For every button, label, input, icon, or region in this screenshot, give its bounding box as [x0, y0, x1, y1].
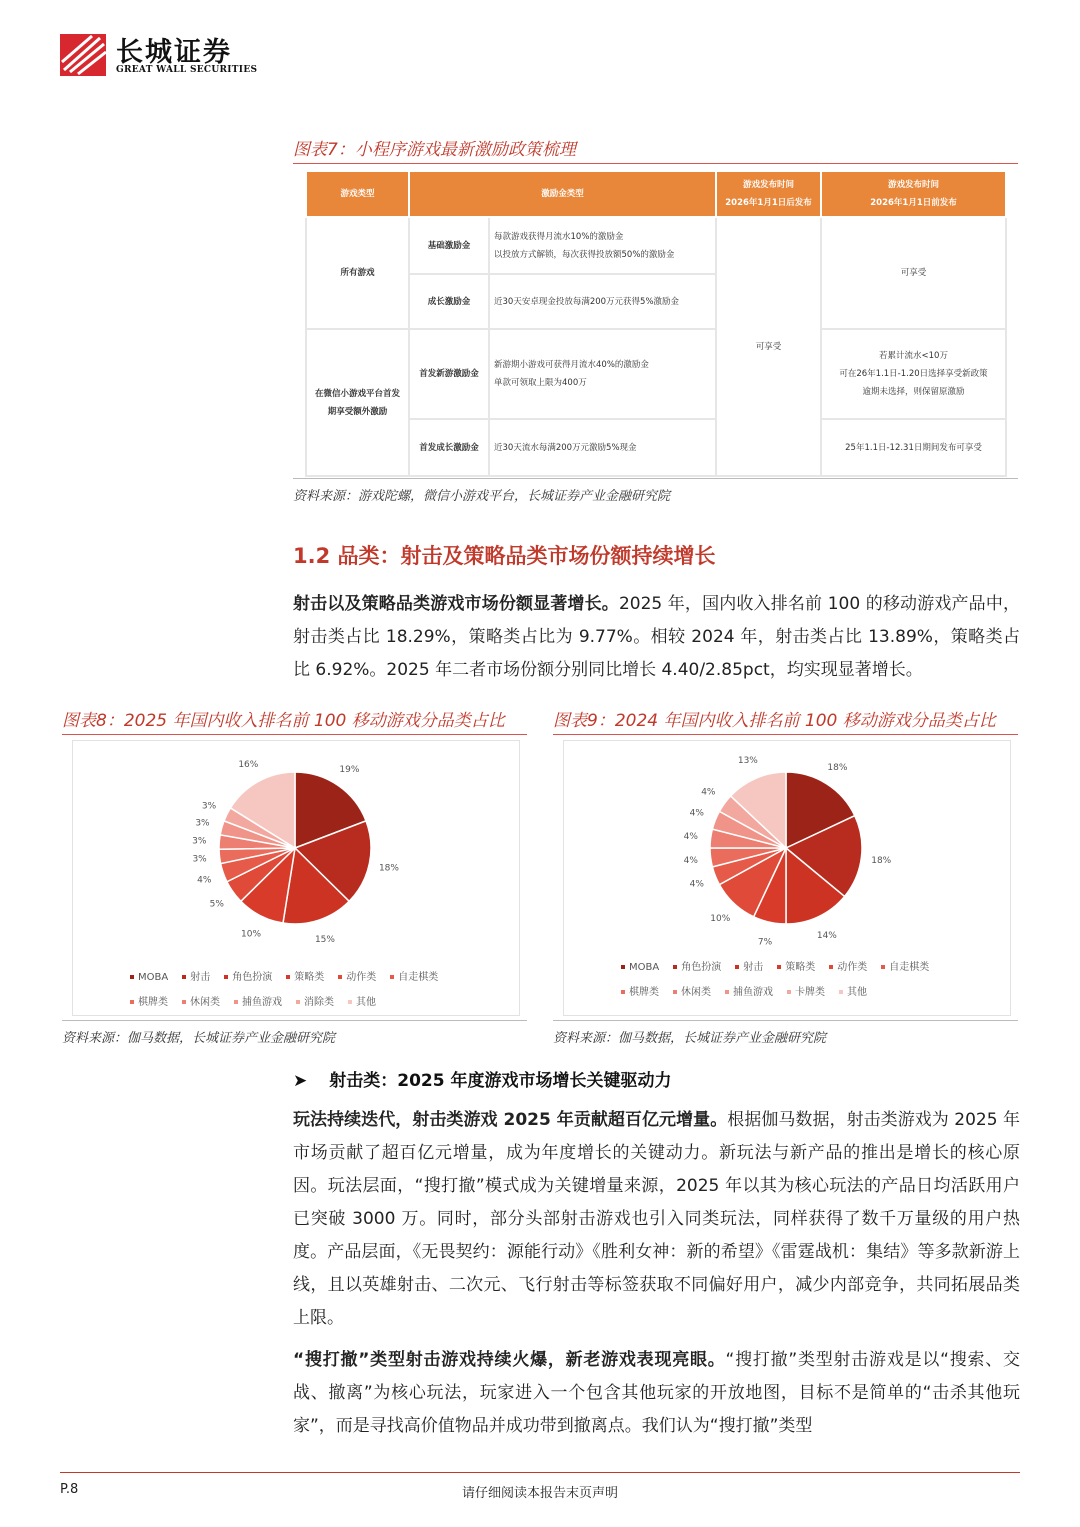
legend-label: 捕鱼游戏 — [733, 987, 773, 998]
legend-swatch-icon — [182, 975, 186, 979]
figure9-title: 图表9：2024 年国内收入排名前 100 移动游戏分品类占比 — [553, 711, 996, 731]
legend-label: MOBA — [629, 962, 660, 973]
legend-label: 棋牌类 — [138, 997, 168, 1008]
legend-label: 棋牌类 — [629, 987, 659, 998]
shooting-heading-text: 射击类：2025 年度游戏市场增长关键驱动力 — [329, 1071, 672, 1091]
legend-label: 其他 — [356, 997, 376, 1008]
legend-swatch-icon — [673, 990, 677, 994]
cell-debut-growth: 首发成长激励金 — [409, 419, 489, 476]
pie-label-8: 4% — [689, 808, 704, 819]
legend-item-3 — [286, 965, 324, 990]
cell-before-all: 可享受 — [821, 217, 1006, 329]
legend-item-4 — [338, 965, 376, 990]
legend-label: MOBA — [138, 972, 169, 983]
cell-growth-desc: 近30天安卓现金投放每满200万元获得5%激励金 — [489, 274, 716, 329]
logo-en: GREAT WALL SECURITIES — [116, 65, 258, 75]
header-after-2026: 游戏发布时间 2026年1月1日后发布 — [716, 171, 821, 217]
pie-label-4: 10% — [710, 913, 731, 924]
pie-label-6: 4% — [683, 856, 698, 867]
legend-2025 — [130, 965, 490, 1015]
section-heading: 1.2 品类：射击及策略品类市场份额持续增长 — [293, 544, 716, 568]
pie-label-6: 3% — [192, 854, 207, 865]
p1-text: 2025 年，国内收入排名前 100 的移动游戏产品中，射击类占比 18.29%，策略类占比为 9.77%。相较 2024 年，射击类占比 13.89%，策略类占比 6.92%。2025 年二者市场份额分别同比增长 4.40/2.85pct，均实现显著增长。 — [293, 594, 1020, 680]
pie-label-0: 19% — [339, 764, 360, 775]
pie-chart-2024 — [563, 740, 1009, 950]
shooting-paragraph-2 — [293, 1344, 1020, 1443]
legend-item-1 — [182, 965, 210, 990]
legend-item-10 — [839, 980, 867, 1005]
legend-swatch-icon — [725, 990, 729, 994]
legend-label: 休闲类 — [681, 987, 711, 998]
legend-swatch-icon — [621, 965, 625, 969]
header-incentive-type: 激励金类型 — [409, 171, 716, 217]
legend-label: 捕鱼游戏 — [242, 997, 282, 1008]
legend-item-2 — [735, 955, 763, 980]
cell-before-debut-new: 若累计流水<10万 可在26年1.1日-1.20日选择享受新政策 逾期未选择，则保留原激励 — [821, 329, 1006, 419]
legend-swatch-icon — [621, 990, 625, 994]
pie-label-7: 4% — [683, 831, 698, 842]
legend-2024 — [621, 955, 981, 1005]
legend-label: 自走棋类 — [398, 972, 439, 983]
pie-label-8: 3% — [195, 818, 210, 829]
legend-label: 其他 — [847, 987, 867, 998]
legend-label: 策略类 — [785, 962, 816, 973]
legend-item-1 — [673, 955, 721, 980]
pie-label-10: 16% — [238, 760, 259, 771]
legend-item-4 — [829, 955, 867, 980]
arrow-icon: ➤ — [293, 1071, 308, 1091]
shooting-paragraph-1 — [293, 1104, 1020, 1335]
pie-label-0: 18% — [827, 762, 848, 773]
page-number: P.8 — [60, 1482, 79, 1497]
legend-swatch-icon — [735, 965, 739, 969]
legend-swatch-icon — [390, 975, 394, 979]
pie-chart-2025 — [72, 740, 518, 950]
legend-label: 射击 — [743, 962, 764, 973]
pie-label-9: 4% — [701, 787, 716, 798]
pie-label-1: 18% — [378, 863, 399, 874]
pie-label-3: 7% — [757, 937, 773, 948]
legend-item-6 — [621, 980, 659, 1005]
legend-item-9 — [787, 980, 825, 1005]
legend-label: 动作类 — [837, 962, 868, 973]
pie-label-1: 18% — [871, 856, 892, 867]
figure7-bottom-rule — [293, 478, 1018, 479]
cell-after-all: 可享受 — [716, 217, 821, 476]
legend-item-7 — [673, 980, 711, 1005]
legend-item-8 — [234, 990, 282, 1015]
legend-item-0 — [621, 955, 659, 980]
figure7-source: 资料来源：游戏陀螺，微信小游戏平台，长城证券产业金融研究院 — [293, 489, 671, 504]
legend-label: 卡牌类 — [795, 987, 825, 998]
pie-label-3: 10% — [241, 929, 262, 940]
p3-text: “搜打撤”类型射击游戏是以“搜索、交战、撤离”为核心玩法，玩家进入一个包含其他玩家的开放地图，目标不是简单的“击杀其他玩家”，而是寻找高价值物品并成功带到撤离点。我们认为“搜打撤”类型 — [293, 1350, 1020, 1436]
legend-swatch-icon — [130, 975, 134, 979]
figure7-rule — [293, 163, 1018, 164]
cell-basic-desc: 每款游戏获得月流水10%的激励金 以投放方式解锁，每次获得投放额50%的激励金 — [489, 217, 716, 274]
legend-label: 角色扮演 — [681, 962, 722, 973]
legend-item-9 — [296, 990, 334, 1015]
legend-label: 消除类 — [304, 997, 334, 1008]
figure7-title: 图表7：小程序游戏最新激励政策梳理 — [293, 140, 576, 160]
legend-swatch-icon — [673, 965, 677, 969]
legend-item-7 — [182, 990, 220, 1015]
pie-label-5: 4% — [197, 875, 212, 886]
cell-all-games: 所有游戏 — [306, 217, 409, 329]
cell-wechat: 在微信小游戏平台首发 期享受额外激励 — [306, 329, 409, 476]
legend-swatch-icon — [296, 1000, 300, 1004]
legend-item-5 — [881, 955, 929, 980]
legend-item-5 — [390, 965, 438, 990]
legend-label: 角色扮演 — [232, 972, 273, 983]
legend-swatch-icon — [182, 1000, 186, 1004]
pie-label-2: 15% — [314, 935, 335, 946]
cell-debut-new: 首发新游激励金 — [409, 329, 489, 419]
legend-label: 射击 — [190, 972, 211, 983]
shooting-heading — [293, 1066, 671, 1091]
header-before-2026: 游戏发布时间 2026年1月1日前发布 — [821, 171, 1006, 217]
legend-swatch-icon — [224, 975, 228, 979]
logo-icon — [60, 30, 106, 76]
figure9-bottom-rule — [553, 1020, 1018, 1021]
p2-text: 根据伽马数据，射击类游戏为 2025 年市场贡献了超百亿元增量，成为年度增长的关键动力。新玩法与新产品的推出是增长的核心原因。玩法层面，“搜打撤”模式成为关键增量来源，2025 年以其为核心玩法的产品日均活跃用户已突破 3000 万。同时，部分头部射击游戏也引入同类玩法，同样获得了数千万量级的用户热度。产品层面，《无畏契约：源能行动》《胜利女神：新的希望》《雷霆战机：集结》等多款新游上线，且以英雄射击、二次元、飞行射击等标签获取不同偏好用户，减少内部竞争，共同拓展品类上限。 — [293, 1110, 1021, 1328]
cell-before-debut-growth: 25年1.1日-12.31日期间发布可享受 — [821, 419, 1006, 476]
cell-debut-new-desc: 新游期小游戏可获得月流水40%的激励金 单款可领取上限为400万 — [489, 329, 716, 419]
pie-label-4: 5% — [209, 899, 224, 910]
section-paragraph — [293, 588, 1020, 687]
legend-swatch-icon — [130, 1000, 134, 1004]
footer-rule — [60, 1472, 1020, 1473]
legend-item-10 — [348, 990, 376, 1015]
header-game-type: 游戏类型 — [306, 171, 409, 217]
policy-table — [305, 170, 1007, 477]
legend-label: 动作类 — [346, 972, 377, 983]
figure9-source: 资料来源：伽马数据，长城证券产业金融研究院 — [553, 1031, 827, 1046]
figure8-rule — [62, 734, 527, 735]
cell-growth: 成长激励金 — [409, 274, 489, 329]
legend-item-0 — [130, 965, 168, 990]
figure9-rule — [553, 734, 1018, 735]
pie-label-7: 3% — [192, 836, 207, 847]
legend-swatch-icon — [338, 975, 342, 979]
pie-label-10: 13% — [737, 755, 758, 766]
legend-swatch-icon — [881, 965, 885, 969]
legend-label: 策略类 — [294, 972, 325, 983]
pie-label-2: 14% — [816, 930, 837, 941]
pie-label-5: 4% — [689, 879, 704, 890]
legend-swatch-icon — [348, 1000, 352, 1004]
legend-label: 休闲类 — [190, 997, 220, 1008]
p1-bold: 射击以及策略品类游戏市场份额显著增长。 — [293, 594, 619, 614]
logo-cn: 长城证券 — [116, 37, 232, 68]
legend-label: 自走棋类 — [889, 962, 930, 973]
legend-swatch-icon — [234, 1000, 238, 1004]
legend-swatch-icon — [286, 975, 290, 979]
p2-bold: 玩法持续迭代，射击类游戏 2025 年贡献超百亿元增量。 — [293, 1110, 728, 1130]
legend-swatch-icon — [777, 965, 781, 969]
p3-bold: “搜打撤”类型射击游戏持续火爆，新老游戏表现亮眼。 — [293, 1350, 726, 1370]
legend-swatch-icon — [787, 990, 791, 994]
legend-swatch-icon — [839, 990, 843, 994]
legend-swatch-icon — [829, 965, 833, 969]
figure8-bottom-rule — [62, 1020, 527, 1021]
cell-basic: 基础激励金 — [409, 217, 489, 274]
footer-notice: 请仔细阅读本报告末页声明 — [461, 1486, 618, 1501]
legend-item-6 — [130, 990, 168, 1015]
figure8-title: 图表8：2025 年国内收入排名前 100 移动游戏分品类占比 — [62, 711, 505, 731]
pie-label-9: 3% — [201, 801, 217, 812]
cell-debut-growth-desc: 近30天流水每满200万元激励5%现金 — [489, 419, 716, 476]
legend-item-8 — [725, 980, 773, 1005]
legend-item-3 — [777, 955, 815, 980]
legend-item-2 — [224, 965, 272, 990]
figure8-source: 资料来源：伽马数据，长城证券产业金融研究院 — [62, 1031, 336, 1046]
